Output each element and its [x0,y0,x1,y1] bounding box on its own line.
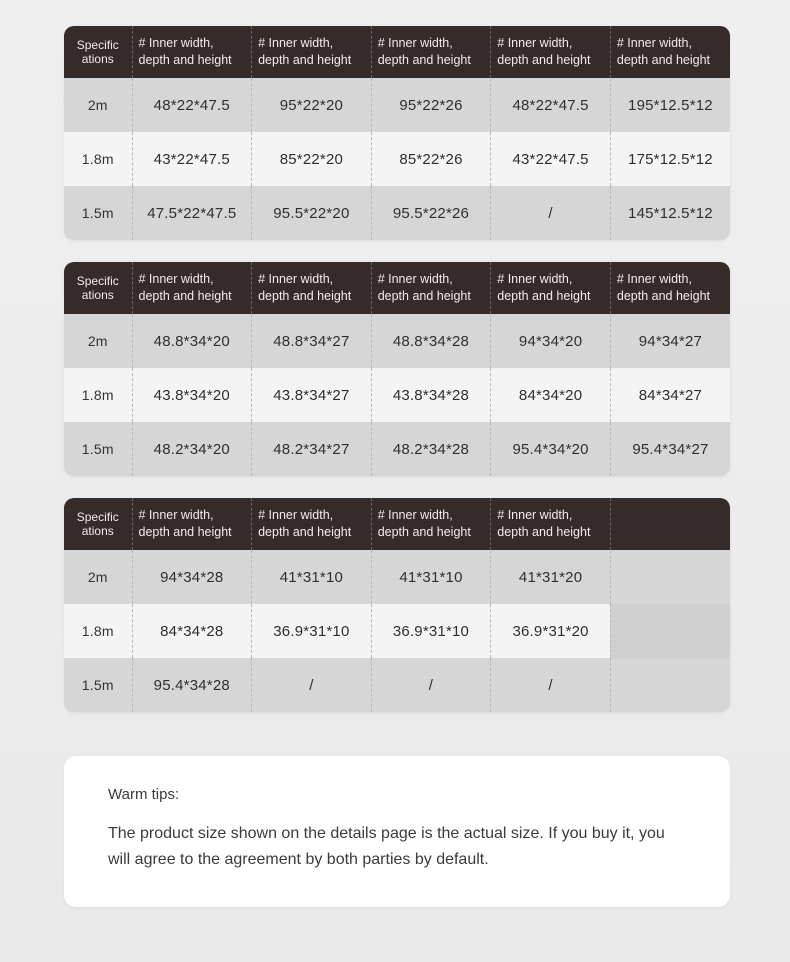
cell-value: 94*34*28 [132,550,252,604]
size-table-2-header [64,262,730,314]
header-cell: # Inner width, depth and height [252,26,372,78]
cell-value: 36.9*31*10 [371,604,491,658]
header-specifications: Specific ations [64,26,132,78]
cell-value: 41*31*10 [371,550,491,604]
row-spec: 2m [64,78,132,132]
table-header-row [64,262,730,314]
cell-value: 94*34*27 [610,314,730,368]
cell-value: / [491,658,611,712]
cell-value: 85*22*20 [252,132,372,186]
header-cell: # Inner width, depth and height [371,26,491,78]
size-table-3-body [64,550,730,712]
cell-value: 48.8*34*27 [252,314,372,368]
size-table-3-header [64,498,730,550]
cell-value: 95.5*22*20 [252,186,372,240]
cell-value: 95*22*20 [252,78,372,132]
cell-value: 175*12.5*12 [610,132,730,186]
cell-empty [610,658,730,712]
header-cell: # Inner width, depth and height [132,26,252,78]
cell-value: 84*34*27 [610,368,730,422]
cell-value: 94*34*20 [491,314,611,368]
cell-value: 47.5*22*47.5 [132,186,252,240]
table-row [64,658,730,712]
header-cell: # Inner width, depth and height [491,26,611,78]
header-cell: # Inner width, depth and height [371,498,491,550]
cell-value: 95.4*34*20 [491,422,611,476]
warm-tips-body: The product size shown on the details page is the actual size. If you buy it, you will agree to the agreement by both parties by default. [108,825,665,868]
table-row [64,422,730,476]
cell-value: 36.9*31*20 [491,604,611,658]
cell-value: / [491,186,611,240]
size-table-1-table [64,26,730,240]
table-row [64,368,730,422]
cell-value: 43*22*47.5 [491,132,611,186]
cell-value: 48*22*47.5 [491,78,611,132]
cell-value: 43*22*47.5 [132,132,252,186]
header-cell: # Inner width, depth and height [610,262,730,314]
cell-value: 95.4*34*28 [132,658,252,712]
table-header-row [64,498,730,550]
cell-value: 48.2*34*27 [252,422,372,476]
content-column [32,0,758,907]
cell-value: 48.8*34*20 [132,314,252,368]
size-table-2-table [64,262,730,476]
cell-value: 95.5*22*26 [371,186,491,240]
cell-value: 48.2*34*28 [371,422,491,476]
row-spec: 1.8m [64,368,132,422]
header-cell: # Inner width, depth and height [132,262,252,314]
cell-value: 84*34*28 [132,604,252,658]
header-cell: # Inner width, depth and height [610,26,730,78]
cell-value: 36.9*31*10 [252,604,372,658]
cell-value: 85*22*26 [371,132,491,186]
table-row [64,132,730,186]
cell-value: 43.8*34*27 [252,368,372,422]
size-table-2-body [64,314,730,476]
row-spec: 1.5m [64,422,132,476]
table-row [64,604,730,658]
header-cell: # Inner width, depth and height [491,262,611,314]
size-table-3 [64,498,730,712]
cell-value: / [371,658,491,712]
header-specifications: Specific ations [64,262,132,314]
header-cell: # Inner width, depth and height [252,498,372,550]
table-row [64,78,730,132]
cell-value: 95*22*26 [371,78,491,132]
cell-empty [610,550,730,604]
cell-value: 43.8*34*20 [132,368,252,422]
table-header-row [64,26,730,78]
cell-value: 84*34*20 [491,368,611,422]
size-table-1-body [64,78,730,240]
row-spec: 2m [64,314,132,368]
row-spec: 1.8m [64,604,132,658]
size-table-1 [64,26,730,240]
size-table-3-table [64,498,730,712]
cell-value: / [252,658,372,712]
header-specifications: Specific ations [64,498,132,550]
row-spec: 1.5m [64,658,132,712]
table-row [64,186,730,240]
cell-value: 48.8*34*28 [371,314,491,368]
header-cell: # Inner width, depth and height [491,498,611,550]
cell-empty [610,604,730,658]
row-spec: 1.5m [64,186,132,240]
cell-value: 95.4*34*27 [610,422,730,476]
warm-tips-title: Warm tips: [108,786,180,803]
cell-value: 195*12.5*12 [610,78,730,132]
row-spec: 1.8m [64,132,132,186]
header-cell-empty [610,498,730,550]
cell-value: 48.2*34*20 [132,422,252,476]
table-row [64,550,730,604]
size-table-1-header [64,26,730,78]
warm-tips-card [64,756,730,907]
header-cell: # Inner width, depth and height [252,262,372,314]
cell-value: 48*22*47.5 [132,78,252,132]
header-cell: # Inner width, depth and height [132,498,252,550]
cell-value: 41*31*20 [491,550,611,604]
size-table-2 [64,262,730,476]
row-spec: 2m [64,550,132,604]
table-row [64,314,730,368]
cell-value: 145*12.5*12 [610,186,730,240]
cell-value: 41*31*10 [252,550,372,604]
header-cell: # Inner width, depth and height [371,262,491,314]
cell-value: 43.8*34*28 [371,368,491,422]
